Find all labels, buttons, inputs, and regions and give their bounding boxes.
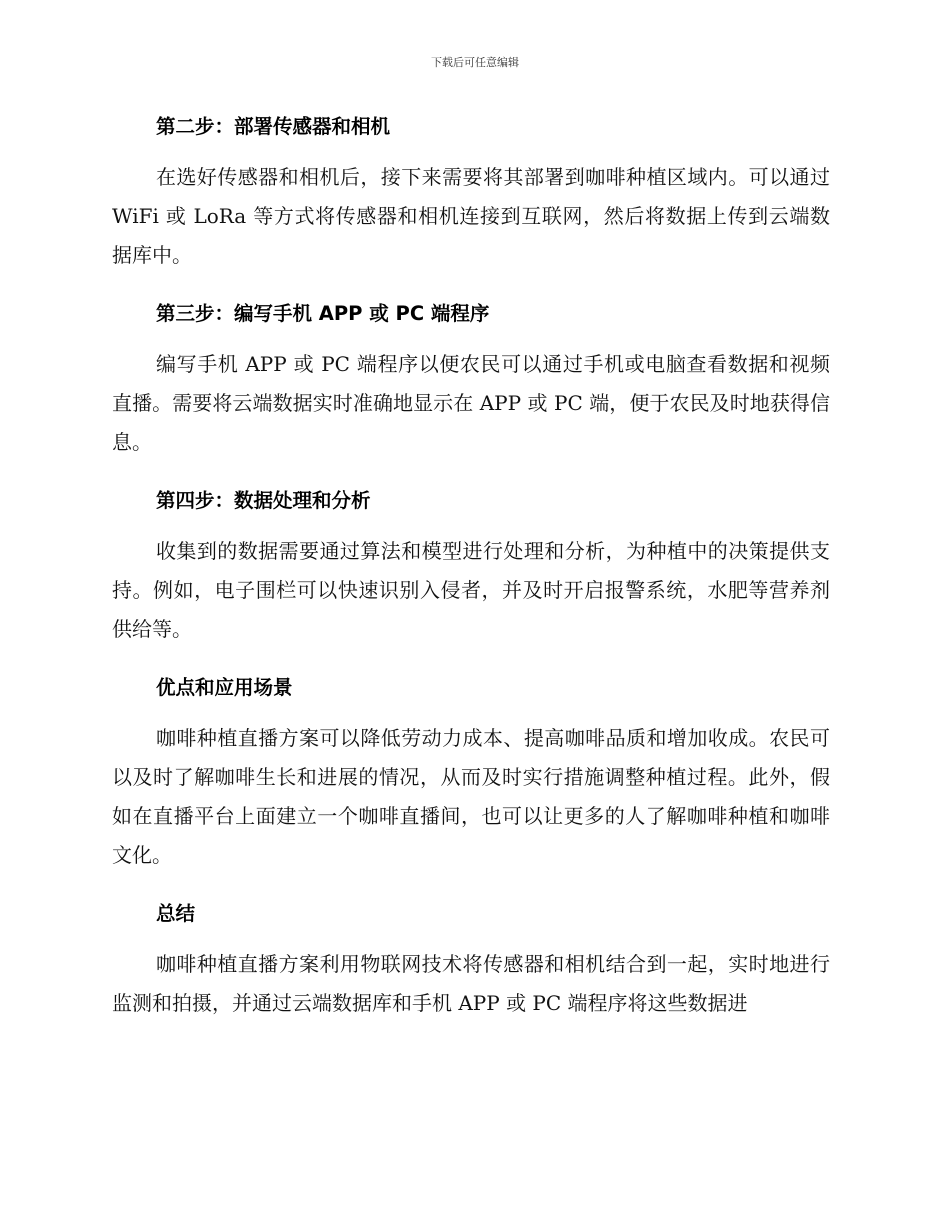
section-paragraph-summary: 咖啡种植直播方案利用物联网技术将传感器和相机结合到一起，实时地进行监测和拍摄，并通过云端数据库和手机 APP 或 PC 端程序将这些数据进 bbox=[112, 952, 830, 1015]
header-note: 下载后可任意编辑 bbox=[431, 56, 519, 69]
section-heading-advantages: 优点和应用场景 bbox=[156, 676, 293, 699]
section-paragraph-advantages: 咖啡种植直播方案可以降低劳动力成本、提高咖啡品质和增加收成。农民可以及时了解咖啡生长和进展的情况，从而及时实行措施调整种植过程。此外，假如在直播平台上面建立一个咖啡直播间，也可以让更多的人了解咖啡种植和咖啡文化。 bbox=[112, 726, 830, 867]
section-paragraph-step-4: 收集到的数据需要通过算法和模型进行处理和分析，为种植中的决策提供支持。例如，电子围栏可以快速识别入侵者，并及时开启报警系统，水肥等营养剂供给等。 bbox=[112, 539, 830, 641]
section-heading-summary: 总结 bbox=[156, 902, 196, 925]
section-paragraph-step-3: 编写手机 APP 或 PC 端程序以便农民可以通过手机或电脑查看数据和视频直播。需要将云端数据实时准确地显示在 APP 或 PC 端，便于农民及时地获得信息。 bbox=[112, 352, 830, 454]
section-heading-step-2: 第二步：部署传感器和相机 bbox=[156, 115, 391, 138]
section-heading-step-4: 第四步：数据处理和分析 bbox=[156, 489, 371, 512]
section-paragraph-step-2: 在选好传感器和相机后，接下来需要将其部署到咖啡种植区域内。可以通过 WiFi 或 LoRa 等方式将传感器和相机连接到互联网，然后将数据上传到云端数据库中。 bbox=[112, 165, 830, 267]
document-body bbox=[112, 108, 830, 1043]
section-heading-step-3: 第三步：编写手机 APP 或 PC 端程序 bbox=[156, 302, 490, 325]
